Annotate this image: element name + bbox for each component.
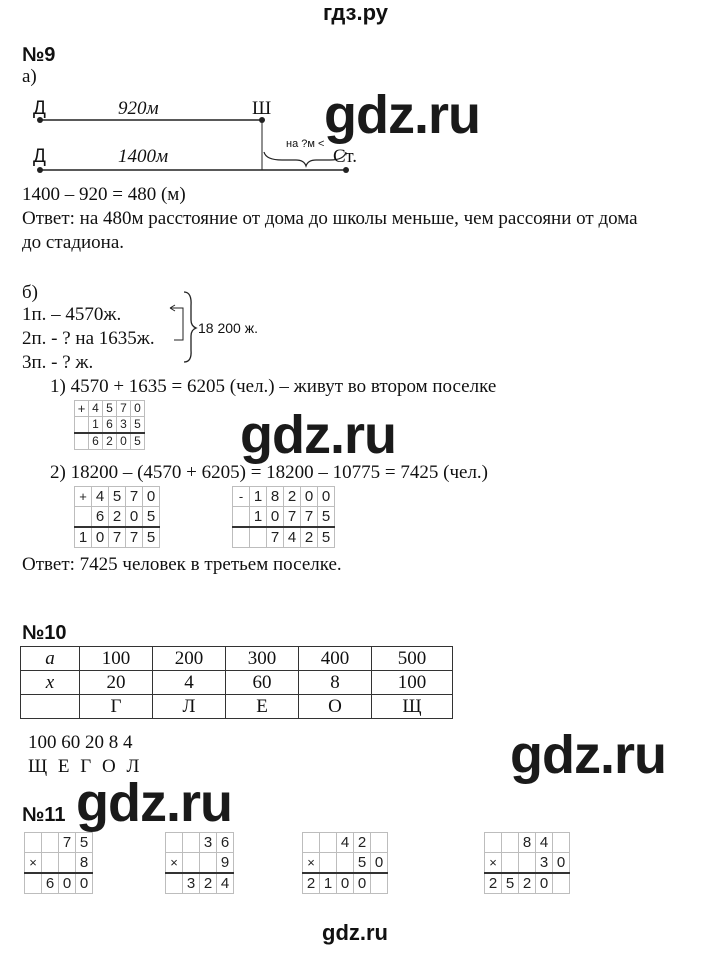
plus-sign: + [75,401,89,417]
digit: 2 [519,873,536,894]
cell [21,695,80,719]
cell: Г [80,695,153,719]
digit: 0 [318,487,335,507]
multiplication-3 [302,832,388,894]
column-addition-1 [74,400,145,450]
point-home-2: Д [33,146,46,167]
digit: 8 [267,487,284,507]
number: 4 [123,732,133,753]
digit: 0 [131,401,145,417]
minus-sign: - [233,487,250,507]
length-1400: 1400м [118,146,169,167]
times-sign: × [166,853,183,874]
digit: 0 [126,507,143,528]
digit: 4 [337,833,354,853]
letter: Е [57,756,70,777]
digit: 0 [117,433,131,450]
digit: 2 [200,873,217,894]
length-920: 920м [118,98,159,119]
cell: 300 [226,647,299,671]
difference-label: на ?м < [286,138,325,150]
number: 60 [61,732,81,753]
digit: 7 [109,527,126,548]
multiplication-1 [24,832,93,894]
number: 8 [108,732,119,753]
digit: 0 [337,873,354,894]
cell: 20 [80,671,153,695]
condition-village-1: 1п. – 4570ж. [22,304,122,325]
digit: 7 [59,833,76,853]
point-school: Ш [252,98,272,119]
digit: 5 [502,873,519,894]
digit: 7 [126,527,143,548]
digit: 2 [485,873,502,894]
digit: 0 [59,873,76,894]
digit: 0 [301,487,318,507]
digit: 0 [553,853,570,874]
digit: 5 [318,527,335,548]
digit: 5 [143,527,160,548]
digit: 0 [354,873,371,894]
task-10-table [20,646,453,719]
header-x: x [21,671,80,695]
digit: 3 [536,853,553,874]
task-9-title: №9 [22,44,56,66]
plus-sign: + [75,487,92,507]
step-1: 1) 4570 + 1635 = 6205 (чел.) – живут во втором поселке [50,376,497,397]
digit: 0 [143,487,160,507]
cell: 200 [153,647,226,671]
cell: 60 [226,671,299,695]
watermark: gdz.ru [76,773,232,833]
digit: 8 [76,853,93,874]
watermark: gdz.ru [324,85,480,145]
column-addition-2 [74,486,160,548]
digit: 7 [117,401,131,417]
task-9b-answer: Ответ: 7425 человек в третьем поселке. [22,554,342,575]
cell: 100 [372,671,453,695]
digit: 8 [519,833,536,853]
letter: Г [80,756,92,777]
digit: 5 [103,401,117,417]
site-header: гдз.ру [323,0,388,25]
letter: О [102,756,116,777]
digit: 1 [75,527,92,548]
digit: 5 [76,833,93,853]
part-b-label: б) [22,282,38,303]
digit: 5 [131,417,145,434]
task-9a-calculation: 1400 – 920 = 480 (м) [22,184,186,205]
cell: 400 [299,647,372,671]
letter: Щ [28,756,48,777]
digit: 4 [284,527,301,548]
digit: 2 [301,527,318,548]
cell: 8 [299,671,372,695]
digit: 1 [250,487,267,507]
digit: 6 [89,433,103,450]
cell: 4 [153,671,226,695]
number: 100 [28,732,57,753]
multiplication-4 [484,832,570,894]
cell: О [299,695,372,719]
digit: 9 [217,853,234,874]
digit: 3 [183,873,200,894]
digit: 4 [536,833,553,853]
digit: 1 [89,417,103,434]
digit: 4 [89,401,103,417]
point-home-1: Д [33,98,46,119]
column-subtraction [232,486,335,548]
task-9a-answer-line-1: Ответ: на 480м расстояние от дома до школы меньше, чем рассояни от дома [22,208,638,229]
digit: 2 [354,833,371,853]
digit: 6 [103,417,117,434]
multiplication-2 [165,832,234,894]
digit: 4 [217,873,234,894]
digit: 5 [143,507,160,528]
cell: 100 [80,647,153,671]
digit: 5 [354,853,371,874]
task-10-title: №10 [22,622,67,644]
digit: 5 [318,507,335,528]
cell: Л [153,695,226,719]
digit: 1 [250,507,267,528]
digit: 4 [92,487,109,507]
digit: 3 [200,833,217,853]
condition-brackets [128,286,198,366]
times-sign: × [25,853,42,874]
cell: Щ [372,695,453,719]
times-sign: × [485,853,502,874]
digit: 0 [267,507,284,528]
digit: 7 [126,487,143,507]
times-sign: × [303,853,320,874]
digit: 0 [371,853,388,874]
footer-watermark: gdz.ru [322,920,388,945]
condition-village-2: 2п. - ? на 1635ж. [22,328,155,349]
task-9a-answer-line-2: до стадиона. [22,232,125,253]
digit: 2 [303,873,320,894]
digit: 2 [103,433,117,450]
condition-village-3: 3п. - ? ж. [22,352,94,373]
digit: 0 [92,527,109,548]
digit: 6 [92,507,109,528]
digit: 0 [536,873,553,894]
letter: Л [126,756,140,777]
step-2: 2) 18200 – (4570 + 6205) = 18200 – 10775 = 7425 (чел.) [50,462,489,483]
digit: 7 [267,527,284,548]
point-stadium: Ст. [333,146,358,167]
digit: 2 [284,487,301,507]
digit: 1 [320,873,337,894]
digit: 7 [301,507,318,528]
task-11-title: №11 [22,804,66,826]
digit: 5 [131,433,145,450]
digit: 5 [109,487,126,507]
cell: Е [226,695,299,719]
header-a: a [21,647,80,671]
total-population: 18 200 ж. [198,320,258,336]
number: 20 [85,732,104,753]
digit: 2 [109,507,126,528]
digit: 3 [117,417,131,434]
cell: 500 [372,647,453,671]
watermark: gdz.ru [510,725,666,785]
digit: 7 [284,507,301,528]
digit: 0 [76,873,93,894]
digit: 6 [42,873,59,894]
watermark: gdz.ru [240,405,396,465]
digit: 6 [217,833,234,853]
part-a-label: а) [22,66,37,87]
sorted-numbers [28,732,133,754]
